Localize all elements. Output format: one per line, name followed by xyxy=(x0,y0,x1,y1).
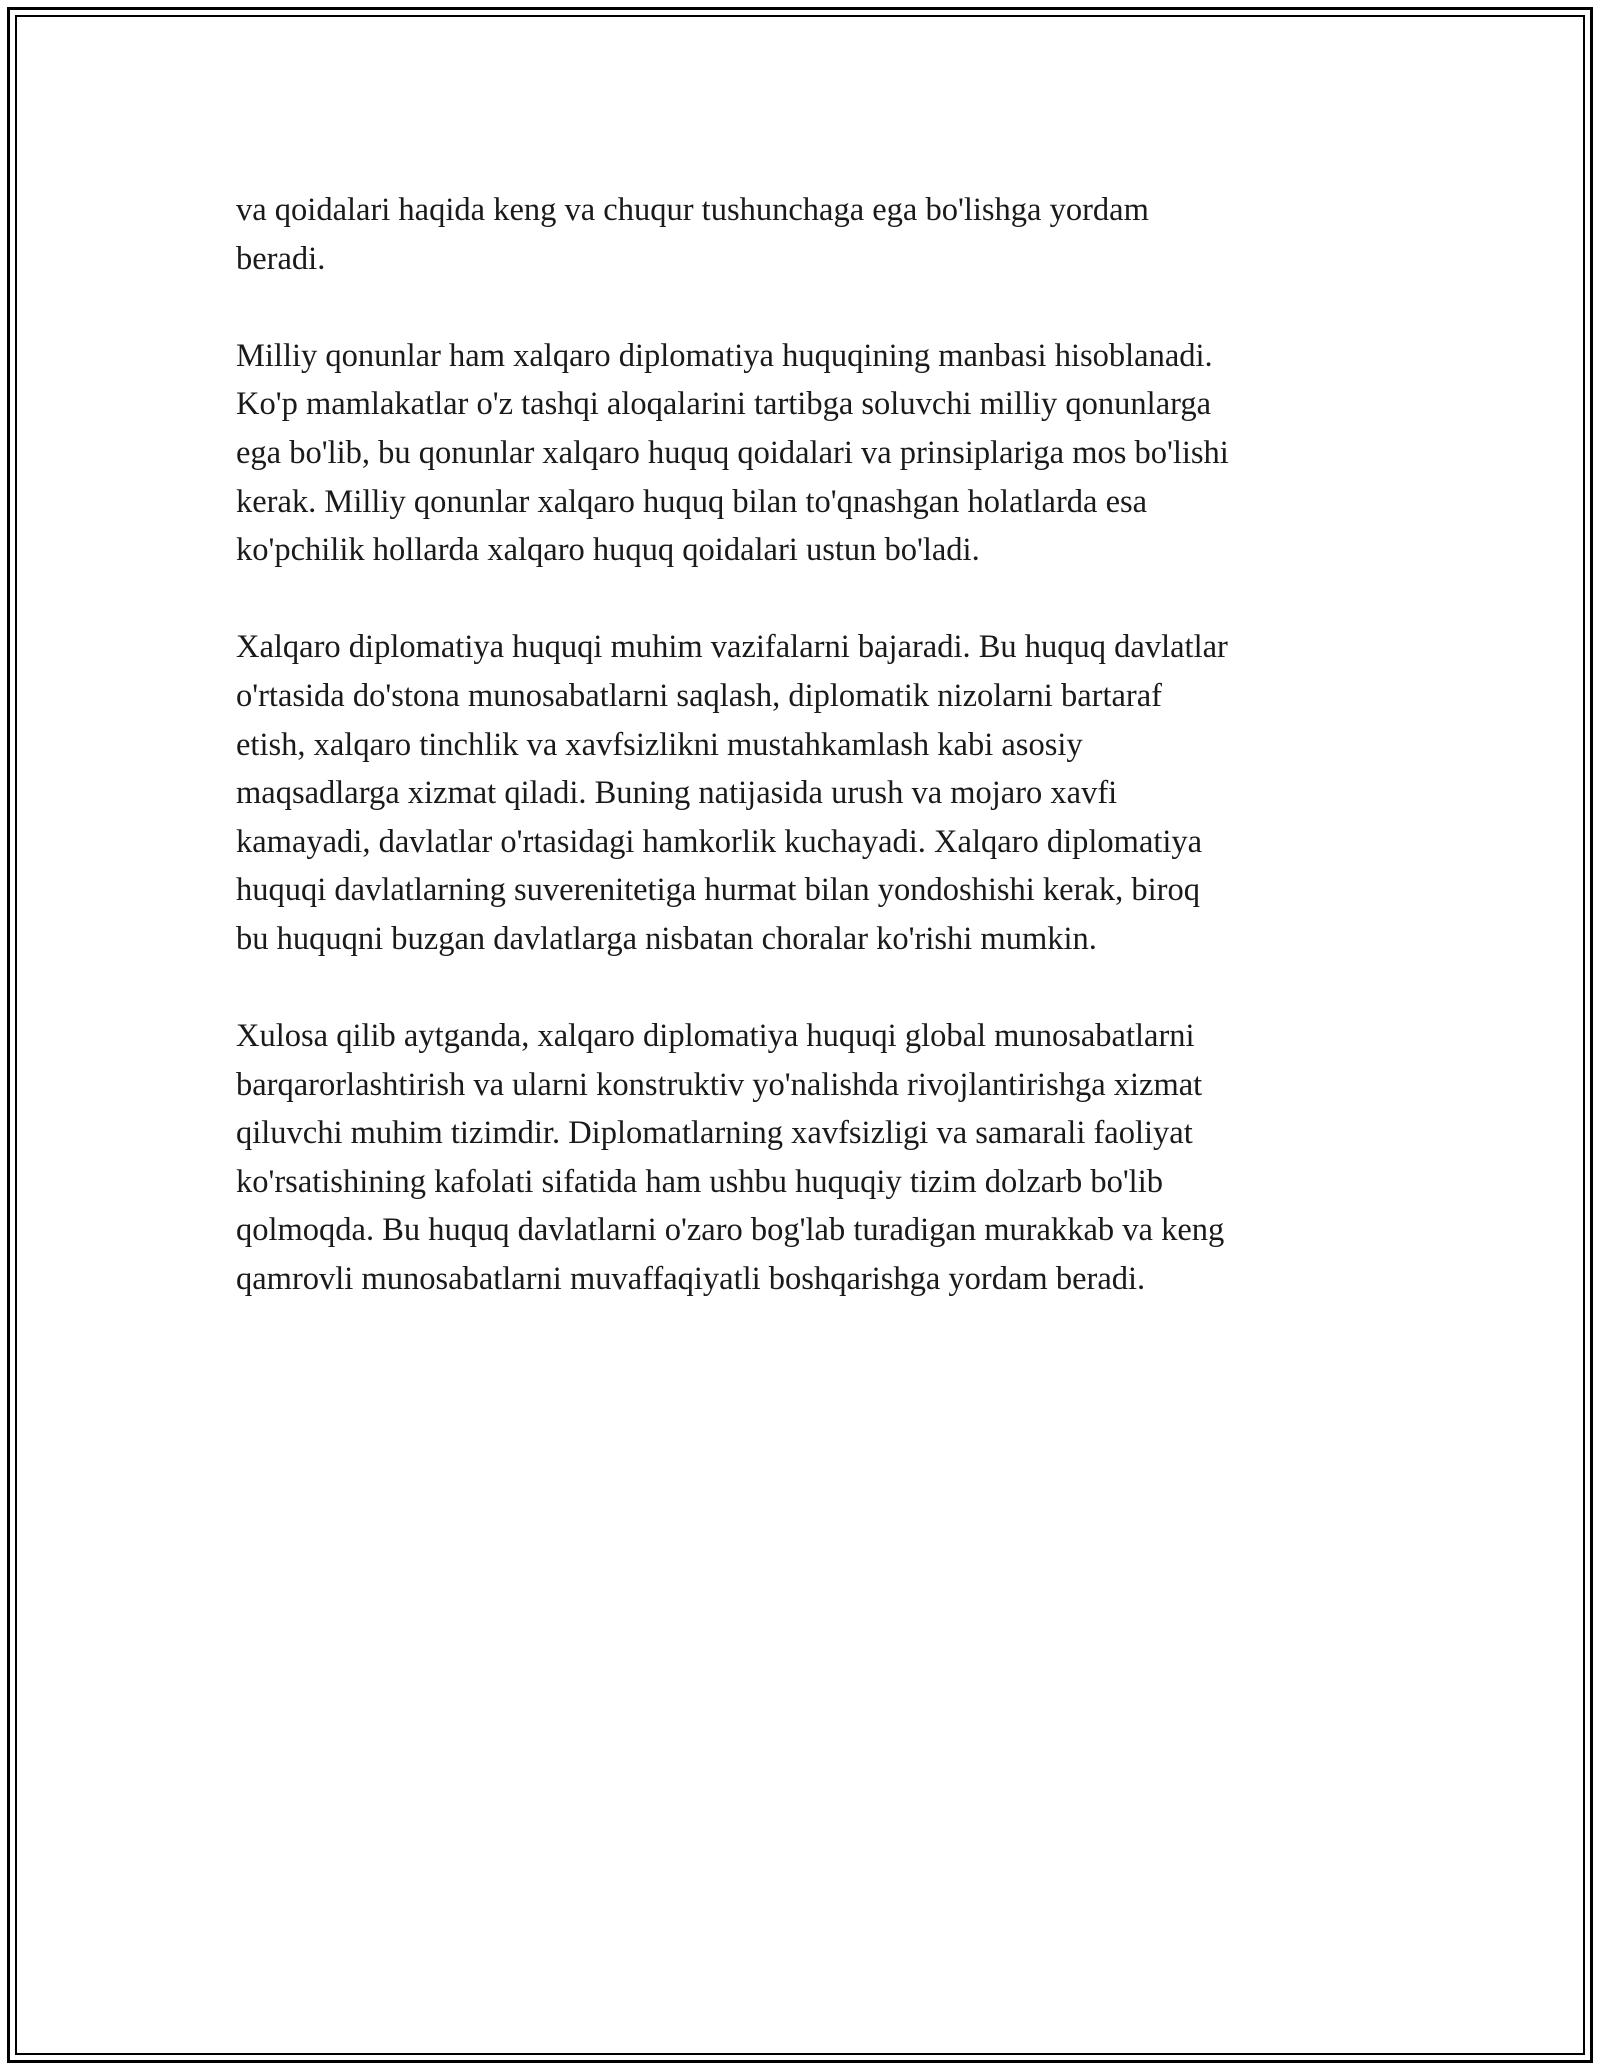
text-line: ko'pchilik hollarda xalqaro huquq qoidalari ustun bo'ladi. xyxy=(236,532,980,569)
paragraph-1 xyxy=(236,186,1366,283)
text-line: qiluvchi muhim tizimdir. Diplomatlarning xavfsizligi va samarali faoliyat xyxy=(236,1115,1193,1152)
text-line: ko'rsatishining kafolati sifatida ham ushbu huquqiy tizim dolzarb bo'lib xyxy=(236,1163,1163,1200)
paragraph-2 xyxy=(236,332,1366,575)
text-line: kerak. Milliy qonunlar xalqaro huquq bilan to'qnashgan holatlarda esa xyxy=(236,483,1148,520)
document-body xyxy=(236,186,1366,1352)
text-line: qamrovli munosabatlarni muvaffaqiyatli boshqarishga yordam beradi. xyxy=(236,1261,1146,1298)
text-line: Xulosa qilib aytganda, xalqaro diplomatiya huquqi global munosabatlarni xyxy=(236,1018,1195,1055)
text-line: Ko'p mamlakatlar o'z tashqi aloqalarini tartibga soluvchi milliy qonunlarga xyxy=(236,386,1212,423)
text-line: o'rtasida do'stona munosabatlarni saqlash, diplomatik nizolarni bartaraf xyxy=(236,677,1162,714)
text-line: bu huquqni buzgan davlatlarga nisbatan choralar ko'rishi mumkin. xyxy=(236,920,1097,957)
text-line: ega bo'lib, bu qonunlar xalqaro huquq qoidalari va prinsiplariga mos bo'lishi xyxy=(236,434,1229,471)
text-line: va qoidalari haqida keng va chuqur tushunchaga ega bo'lishga yordam xyxy=(236,192,1149,228)
text-line: Milliy qonunlar ham xalqaro diplomatiya huquqining manbasi hisoblanadi. xyxy=(236,337,1213,374)
text-line: Xalqaro diplomatiya huquqi muhim vazifalarni bajaradi. Bu huquq davlatlar xyxy=(236,629,1228,666)
text-line: beradi. xyxy=(236,240,326,277)
text-line: qolmoqda. Bu huquq davlatlarni o'zaro bog'lab turadigan murakkab va keng xyxy=(236,1212,1225,1249)
paragraph-3 xyxy=(236,623,1366,963)
text-line: kamayadi, davlatlar o'rtasidagi hamkorlik kuchayadi. Xalqaro diplomatiya xyxy=(236,823,1203,860)
text-line: etish, xalqaro tinchlik va xavfsizlikni mustahkamlash kabi asosiy xyxy=(236,726,1083,763)
text-line: huquqi davlatlarning suverenitetiga hurmat bilan yondoshishi kerak, biroq xyxy=(236,872,1200,909)
text-line: barqarorlashtirish va ularni konstruktiv yo'nalishda rivojlantirishga xizmat xyxy=(236,1066,1203,1103)
paragraph-4 xyxy=(236,1012,1366,1304)
text-line: maqsadlarga xizmat qiladi. Buning natijasida urush va mojaro xavfi xyxy=(236,775,1118,812)
